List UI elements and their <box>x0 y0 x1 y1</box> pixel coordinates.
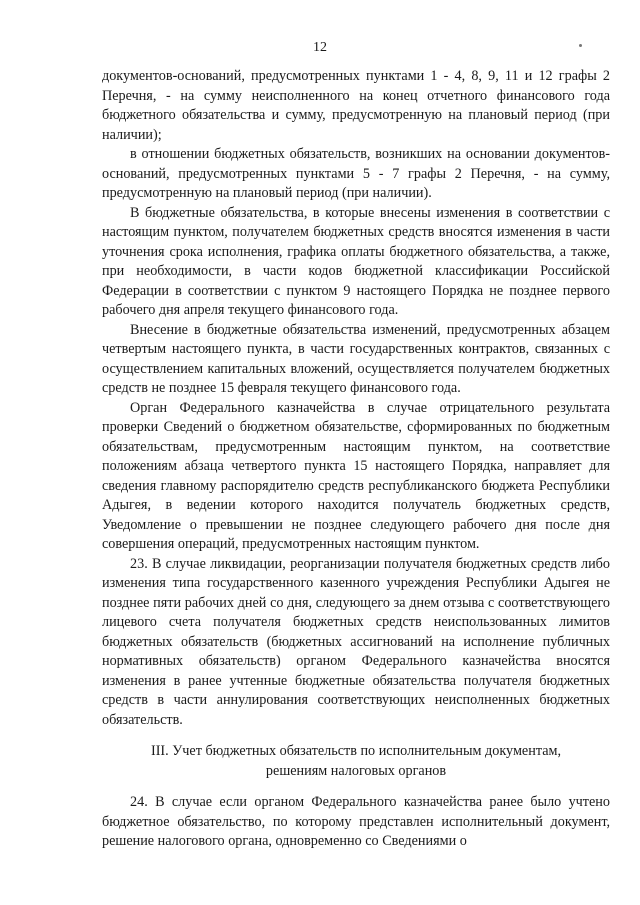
scan-speck <box>579 44 582 47</box>
paragraph: документов-оснований, предусмотренных пунктами 1 - 4, 8, 9, 11 и 12 графы 2 Перечня, - на сумму неисполненного на конец отчетного финансового года бюджетного обязательства и сумму, предусмотренную на плановый период (при наличии); <box>102 68 610 143</box>
paragraph: Внесение в бюджетные обязательства изменений, предусмотренных абзацем четвертым настоящего пункта, в части государственных контрактов, связанных с осуществлением капитальных вложений, осуществляется получателем бюджетных средств не позднее 15 февраля текущего финансового года. <box>102 321 610 396</box>
paragraph: Орган Федерального казначейства в случае отрицательного результата проверки Сведений о бюджетном обязательстве, сформированных по бюджетным обязательствам, предусмотренным настоящим пунктом, на соответствие положениям абзаца четвертого пункта 15 настоящего Порядка, направляет для сведения главному распорядителю средств республиканского бюджета Республики Адыгея, в ведении которого находится получатель бюджетных средств, Уведомление о превышении не позднее следующего рабочего дня после дня совершения операций, предусмотренных настоящим пунктом. <box>102 399 610 552</box>
section-heading <box>102 742 610 781</box>
paragraph: в отношении бюджетных обязательств, возникших на основании документов-оснований, предусмотренных пунктами 5 - 7 графы 2 Перечня, - на сумму, предусмотренную на плановый период (при наличии). <box>102 146 610 201</box>
spacer <box>102 781 610 793</box>
section-heading-line1: III. Учет бюджетных обязательств по исполнительным документам, <box>150 743 562 759</box>
paragraph: 24. В случае если органом Федерального казначейства ранее было учтено бюджетное обязательство, по которому представлен исполнительный документ, решение налогового органа, одновременно со Сведениями о <box>102 794 610 849</box>
document-body <box>102 67 610 852</box>
page-number: 12 <box>313 40 327 55</box>
paragraph: В бюджетные обязательства, в которые внесены изменения в соответствии с настоящим пунктом, получателем бюджетных средств вносятся изменения в части уточнения срока исполнения, графика оплаты бюджетного обязательства, а также, при необходимости, в части кодов бюджетной классификации Российской Федерации в соответствии с пунктом 9 настоящего Порядка не позднее первого рабочего дня апреля текущего финансового года. <box>102 204 610 318</box>
spacer <box>102 730 610 742</box>
section-heading-line2: решениям налоговых органов <box>265 762 447 779</box>
paragraph: 23. В случае ликвидации, реорганизации получателя бюджетных средств либо изменения типа государственного казенного учреждения Республики Адыгея не позднее пяти рабочих дней со дня, следующего за днем отзыва с соответствующего лицевого счета получателя бюджетных средств неиспользованных лимитов бюджетных обязательств (бюджетных ассигнований на исполнение публичных нормативных обязательств) органом Федерального казначейства вносятся изменения в ранее учтенные бюджетные обязательства получателя бюджетных средств в части аннулирования соответствующих неисполненных бюджетных обязательств. <box>102 555 610 728</box>
